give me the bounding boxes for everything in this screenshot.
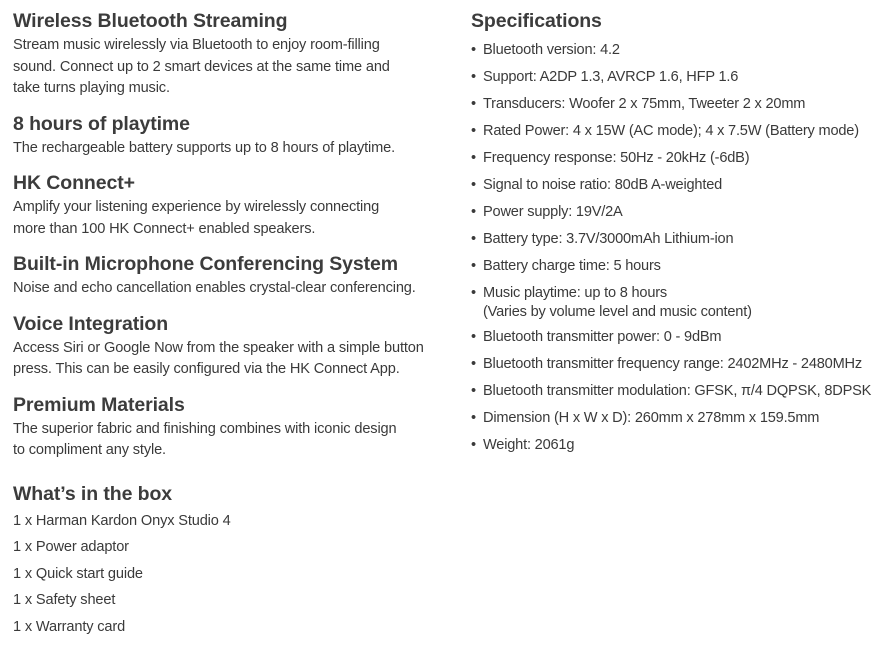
spec-item [471, 405, 891, 432]
feature-bluetooth-streaming [13, 8, 443, 100]
bullet-icon: • [471, 285, 476, 301]
bullet-icon: • [471, 356, 476, 372]
list-item: 1 x Power adaptor [13, 539, 129, 555]
feature-description [13, 338, 443, 381]
spec-item [471, 378, 891, 405]
spec-text: Signal to noise ratio: 80dB A-weighted [483, 177, 723, 193]
bullet-icon: • [471, 437, 476, 453]
spec-text: Bluetooth transmitter frequency range: 2402MHz - 2480MHz [483, 356, 862, 372]
bullet-icon: • [471, 69, 476, 85]
desc-line: Stream music wirelessly via Bluetooth to enjoy room-filling [13, 37, 380, 53]
spec-item [471, 324, 891, 351]
spec-item [471, 91, 891, 118]
desc-line: The rechargeable battery supports up to 8 hours of playtime. [13, 139, 396, 156]
spec-item [471, 172, 891, 199]
bullet-icon: • [471, 123, 476, 139]
feature-microphone [13, 251, 443, 300]
bullet-icon: • [471, 383, 476, 399]
spec-text: Rated Power: 4 x 15W (AC mode); 4 x 7.5W (Battery mode) [483, 123, 859, 139]
list-item: 1 x Harman Kardon Onyx Studio 4 [13, 512, 231, 529]
specs-list [471, 37, 891, 459]
feature-description [13, 419, 443, 462]
feature-premium-materials [13, 392, 443, 462]
feature-title: Wireless Bluetooth Streaming [13, 10, 288, 32]
feature-description [13, 197, 443, 240]
desc-line: take turns playing music. [13, 80, 170, 96]
bullet-icon: • [471, 177, 476, 193]
feature-title: Premium Materials [13, 393, 185, 416]
spec-text: Battery type: 3.7V/3000mAh Lithium-ion [483, 231, 734, 247]
box-title: What’s in the box [13, 482, 172, 505]
spec-item [471, 280, 891, 322]
bullet-icon: • [471, 410, 476, 426]
bullet-icon: • [471, 150, 476, 166]
spec-item [471, 37, 891, 64]
spec-text: Transducers: Woofer 2 x 75mm, Tweeter 2 x 20mm [483, 96, 806, 112]
feature-description [13, 138, 443, 160]
desc-line: Amplify your listening experience by wirelessly connecting [13, 199, 380, 215]
spec-item [471, 145, 891, 172]
spec-text: Battery charge time: 5 hours [483, 258, 661, 274]
desc-line: Access Siri or Google Now from the speaker with a simple button [13, 339, 424, 356]
desc-line: The superior fabric and finishing combines with iconic design [13, 420, 397, 437]
features-column [13, 8, 443, 640]
spec-item [471, 351, 891, 378]
spec-text: Music playtime: up to 8 hours [483, 285, 668, 301]
spec-item [471, 199, 891, 226]
spec-text: Bluetooth transmitter power: 0 - 9dBm [483, 329, 722, 345]
feature-description [13, 35, 443, 100]
spec-item [471, 64, 891, 91]
desc-line: more than 100 HK Connect+ enabled speakers. [13, 220, 316, 237]
spec-item [471, 226, 891, 253]
list-item: 1 x Warranty card [13, 618, 126, 635]
spec-text: Bluetooth version: 4.2 [483, 42, 620, 58]
feature-voice-integration [13, 311, 443, 381]
bullet-icon: • [471, 96, 476, 112]
spec-text: Power supply: 19V/2A [483, 204, 623, 220]
specifications-column [471, 8, 891, 459]
spec-text: Weight: 2061g [483, 437, 575, 453]
list-item: 1 x Safety sheet [13, 592, 116, 608]
spec-item [471, 118, 891, 145]
feature-hk-connect [13, 170, 443, 240]
bullet-icon: • [471, 329, 476, 345]
spec-text: Bluetooth transmitter modulation: GFSK, π/4 DQPSK, 8DPSK [483, 383, 872, 399]
spec-note: (Varies by volume level and music content) [483, 304, 752, 320]
bullet-icon: • [471, 231, 476, 247]
box-contents-list [13, 508, 443, 641]
feature-description [13, 278, 443, 300]
spec-item [471, 253, 891, 280]
bullet-icon: • [471, 258, 476, 274]
list-item: 1 x Quick start guide [13, 565, 143, 582]
desc-line: to compliment any style. [13, 442, 166, 458]
specs-title: Specifications [471, 10, 602, 32]
spec-text: Support: A2DP 1.3, AVRCP 1.6, HFP 1.6 [483, 69, 739, 85]
feature-title: Built-in Microphone Conferencing System [13, 253, 399, 275]
desc-line: Noise and echo cancellation enables crystal-clear conferencing. [13, 280, 416, 296]
spec-text: Dimension (H x W x D): 260mm x 278mm x 159.5mm [483, 410, 820, 426]
spec-text: Frequency response: 50Hz - 20kHz (-6dB) [483, 150, 750, 166]
feature-title: HK Connect+ [13, 172, 135, 194]
desc-line: press. This can be easily configured via the HK Connect App. [13, 361, 400, 377]
desc-line: sound. Connect up to 2 smart devices at the same time and [13, 58, 390, 75]
feature-title: Voice Integration [13, 312, 169, 335]
feature-playtime [13, 111, 443, 160]
bullet-icon: • [471, 204, 476, 220]
feature-title: 8 hours of playtime [13, 112, 190, 135]
bullet-icon: • [471, 42, 476, 58]
spec-item [471, 432, 891, 459]
